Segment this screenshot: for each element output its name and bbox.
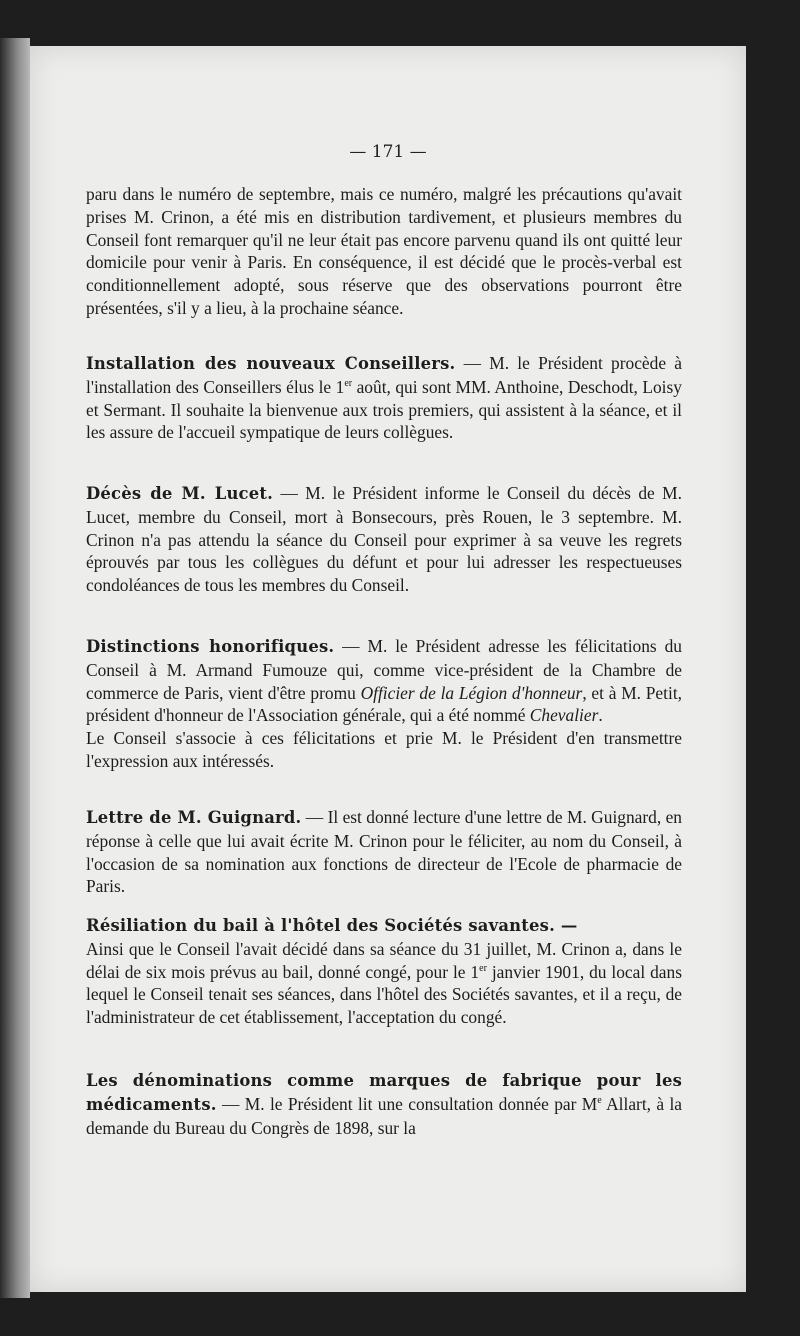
section-denominations bbox=[86, 1069, 682, 1139]
section-distinctions bbox=[86, 635, 682, 773]
intro-text: paru dans le numéro de septembre, mais ce numéro, malgré les précautions qu'avait prises M. Crinon, a été mis en distribution tardivement, et plusieurs membres du Conseil font remarquer qu'il ne leur était pas encore parvenu quand ils ont quitté leur domicile pour venir à Paris. En conséquence, il est décidé que le procès-verbal est conditionnellement adopté, sous réserve que des observations pourront être présentées, s'il y a lieu, à la prochaine séance. bbox=[86, 184, 682, 318]
section-heading: Lettre de M. Guignard. bbox=[86, 808, 302, 827]
section-text: , et à M. Petit, président d'honneur de l'Association générale, qui a été nommé bbox=[86, 682, 682, 726]
section-heading: Décès de M. Lucet. bbox=[86, 484, 274, 503]
section-resiliation bbox=[86, 914, 682, 1029]
section-text: Allart, à la demande du Bureau du Congrès de 1898, sur la bbox=[86, 1093, 683, 1138]
superscript: e bbox=[597, 1095, 602, 1106]
section-heading: Les dénominations comme marques de fabrique pour les médicaments. bbox=[86, 1071, 682, 1114]
section-heading: Installation des nouveaux Conseillers. bbox=[86, 354, 456, 373]
section-installation bbox=[86, 352, 682, 444]
superscript: er bbox=[344, 378, 353, 389]
section-text: août, qui sont MM. Anthoine, Deschodt, Loisy et Sermant. Il souhaite la bienvenue aux trois premiers, qui assistent à la séance, et il les assure de l'accueil sympatique de leurs collègues. bbox=[86, 376, 682, 443]
section-text: — M. le Président procède à l'installation des Conseillers élus le 1 bbox=[86, 353, 682, 397]
adjacent-page-edge bbox=[0, 38, 30, 1298]
section-text: — M. le Président adresse les félicitations du Conseil à M. Armand Fumouze qui, comme vice-président de la Chambre de commerce de Paris, vient d'être promu bbox=[86, 636, 682, 703]
section-text: . bbox=[598, 705, 603, 726]
section-text: — M. le Président lit une consultation donnée par M bbox=[216, 1093, 598, 1114]
section-text: — Il est donné lecture d'une lettre de M. Guignard, en réponse à celle que lui avait écrite M. Crinon pour le féliciter, au nom du Conseil, à l'occasion de sa nomination aux fonctions de directeur de l'Ecole de pharmacie de Paris. bbox=[86, 807, 683, 897]
book-page bbox=[30, 46, 746, 1292]
intro-paragraph bbox=[86, 183, 682, 320]
section-lettre bbox=[86, 806, 682, 898]
page-number: — 171 — bbox=[349, 142, 427, 162]
section-text: Ainsi que le Conseil l'avait décidé dans sa séance du 31 juillet, M. Crinon a, dans le délai de six mois prévus au bail, donné congé, pour le 1 bbox=[86, 938, 682, 982]
section-text: — M. le Président informe le Conseil du décès de M. Lucet, membre du Conseil, mort à Bonsecours, près Rouen, le 3 septembre. M. Crinon n'a pas attendu la séance du Conseil pour exprimer à sa veuve les regrets éprouvés par tous les collègues du défunt et pour lui adresser les respectueuses condoléances de tous les membres du Conseil. bbox=[86, 483, 682, 596]
section-text: janvier 1901, du local dans lequel le Conseil tenait ses séances, dans l'hôtel des Sociétés savantes, et il a reçu, de l'administrateur de cet établissement, l'acceptation du congé. bbox=[86, 961, 682, 1028]
section-heading: Résiliation du bail à l'hôtel des Sociétés savantes. — bbox=[86, 916, 578, 935]
section-text: Le Conseil s'associe à ces félicitations et prie M. le Président d'en transmettre l'expression aux intéressés. bbox=[86, 728, 682, 771]
section-deces bbox=[86, 482, 682, 597]
section-heading: Distinctions honorifiques. bbox=[86, 637, 335, 656]
italic-title: Chevalier bbox=[529, 705, 599, 726]
superscript: er bbox=[479, 962, 487, 974]
italic-title: Officier de la Légion d'honneur bbox=[360, 682, 583, 703]
